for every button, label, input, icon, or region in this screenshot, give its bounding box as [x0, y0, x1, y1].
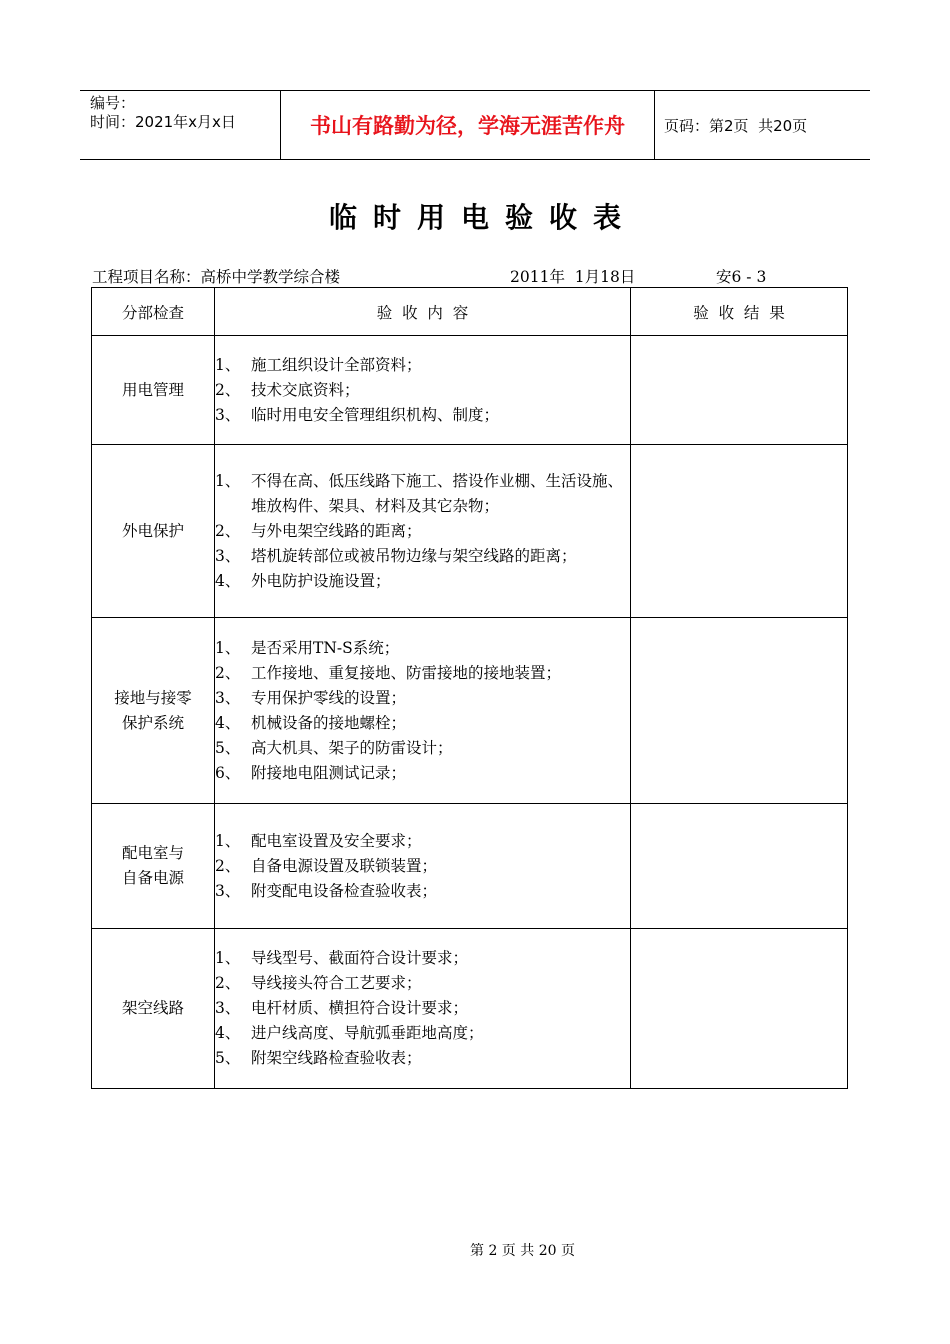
item-text: 工作接地、重复接地、防雷接地的接地装置； — [251, 663, 562, 682]
category-line: 配电室与 — [121, 844, 184, 862]
list-item — [215, 469, 630, 519]
item-number: 2、 — [215, 380, 241, 399]
item-number: 1、 — [215, 355, 241, 374]
document-title: 临时用电验收表 — [328, 201, 637, 234]
document-date: 2011年 1月18日 — [510, 268, 636, 286]
list-item — [215, 971, 630, 996]
list-item — [215, 854, 630, 879]
item-text: 外电防护设施设置； — [251, 571, 391, 590]
row-result — [631, 618, 848, 804]
item-text: 不得在高、低压线路下施工、搭设作业棚、生活设施、堆放构件、架具、材料及其它杂物； — [251, 471, 624, 515]
table-row — [92, 929, 848, 1089]
header-motto: 书山有路勤为径，学海无涯苦作舟 — [310, 114, 625, 138]
list-item — [215, 711, 630, 736]
item-number: 2、 — [215, 856, 241, 875]
list-item — [215, 544, 630, 569]
item-text: 施工组织设计全部资料； — [251, 355, 422, 374]
item-text: 电杆材质、横担符合设计要求； — [251, 999, 469, 1017]
item-number: 6、 — [215, 763, 241, 782]
category-line: 保护系统 — [121, 713, 184, 732]
item-text: 机械设备的接地螺栓； — [251, 713, 407, 732]
table-row — [92, 336, 848, 445]
header-result: 验 收 结 果 — [631, 288, 848, 336]
item-number: 3、 — [215, 546, 241, 565]
item-text: 导线型号、截面符合设计要求； — [251, 949, 469, 967]
item-text: 与外电架空线路的距离； — [251, 521, 422, 540]
table-row — [92, 618, 848, 804]
item-number: 2、 — [215, 974, 241, 992]
row-category — [92, 336, 215, 445]
item-text: 附变配电设备检查验收表； — [251, 881, 438, 900]
row-result — [631, 336, 848, 445]
list-item — [215, 569, 630, 594]
item-text: 配电室设置及安全要求； — [251, 831, 422, 850]
item-text: 技术交底资料； — [251, 380, 360, 399]
table-header-row — [92, 288, 848, 336]
item-number: 1、 — [215, 471, 241, 490]
row-category — [92, 804, 215, 929]
row-result — [631, 929, 848, 1089]
item-number: 4、 — [215, 571, 241, 590]
item-text: 临时用电安全管理组织机构、制度； — [251, 405, 500, 424]
item-text: 导线接头符合工艺要求； — [251, 974, 422, 992]
header-info — [90, 94, 280, 132]
row-result — [631, 445, 848, 618]
header-content: 验 收 内 容 — [215, 288, 631, 336]
row-result — [631, 804, 848, 929]
row-category — [92, 618, 215, 804]
category-line: 接地与接零 — [114, 688, 192, 707]
item-text: 自备电源设置及联锁装置； — [251, 856, 438, 875]
item-text: 附架空线路检查验收表； — [251, 1049, 422, 1067]
item-number: 3、 — [215, 881, 241, 900]
list-item — [215, 378, 630, 403]
row-content — [215, 445, 631, 618]
list-item — [215, 636, 630, 661]
list-item — [215, 403, 630, 428]
list-item — [215, 519, 630, 544]
page-footer: 第 2 页 共 20 页 — [470, 1243, 575, 1259]
item-number: 1、 — [215, 949, 241, 967]
item-text: 附接地电阻测试记录； — [251, 763, 407, 782]
item-number: 2、 — [215, 521, 241, 540]
list-item — [215, 829, 630, 854]
item-number: 4、 — [215, 1024, 241, 1042]
list-item — [215, 761, 630, 786]
item-text: 高大机具、架子的防雷设计； — [251, 738, 453, 757]
list-item — [215, 946, 630, 971]
row-category — [92, 445, 215, 618]
item-text: 进户线高度、导航弧垂距地高度； — [251, 1024, 484, 1042]
time-label: 时间：2021年x月x日 — [90, 113, 236, 131]
list-item — [215, 1021, 630, 1046]
document-code: 安6 - 3 — [716, 268, 767, 286]
item-number: 5、 — [215, 738, 241, 757]
header-page-label: 页码：第2页 共20页 — [664, 116, 808, 135]
category-line: 架空线路 — [121, 999, 184, 1017]
list-item — [215, 686, 630, 711]
list-item — [215, 736, 630, 761]
row-category — [92, 929, 215, 1089]
list-item — [215, 353, 630, 378]
item-number: 1、 — [215, 831, 241, 850]
item-number: 4、 — [215, 713, 241, 732]
item-text: 专用保护零线的设置； — [251, 688, 407, 707]
list-item — [215, 661, 630, 686]
list-item — [215, 996, 630, 1021]
row-content — [215, 804, 631, 929]
category-line: 用电管理 — [121, 380, 184, 399]
item-text: 是否采用TN-S系统； — [251, 638, 400, 657]
header-divider — [654, 91, 655, 159]
header-category: 分部检查 — [92, 288, 215, 336]
item-number: 1、 — [215, 638, 241, 657]
list-item — [215, 879, 630, 904]
table-row — [92, 445, 848, 618]
page-header — [80, 90, 870, 160]
list-item — [215, 1046, 630, 1071]
item-text: 塔机旋转部位或被吊物边缘与架空线路的距离； — [251, 546, 577, 565]
item-number: 3、 — [215, 405, 241, 424]
item-number: 5、 — [215, 1049, 241, 1067]
item-number: 3、 — [215, 999, 241, 1017]
acceptance-table — [91, 287, 848, 1089]
table-row — [92, 804, 848, 929]
number-label: 编号： — [90, 94, 136, 112]
row-content — [215, 336, 631, 445]
item-number: 2、 — [215, 663, 241, 682]
project-name: 工程项目名称：高桥中学教学综合楼 — [92, 268, 341, 286]
category-line: 外电保护 — [121, 521, 184, 540]
category-line: 自备电源 — [121, 869, 184, 887]
row-content — [215, 929, 631, 1089]
row-content — [215, 618, 631, 804]
item-number: 3、 — [215, 688, 241, 707]
